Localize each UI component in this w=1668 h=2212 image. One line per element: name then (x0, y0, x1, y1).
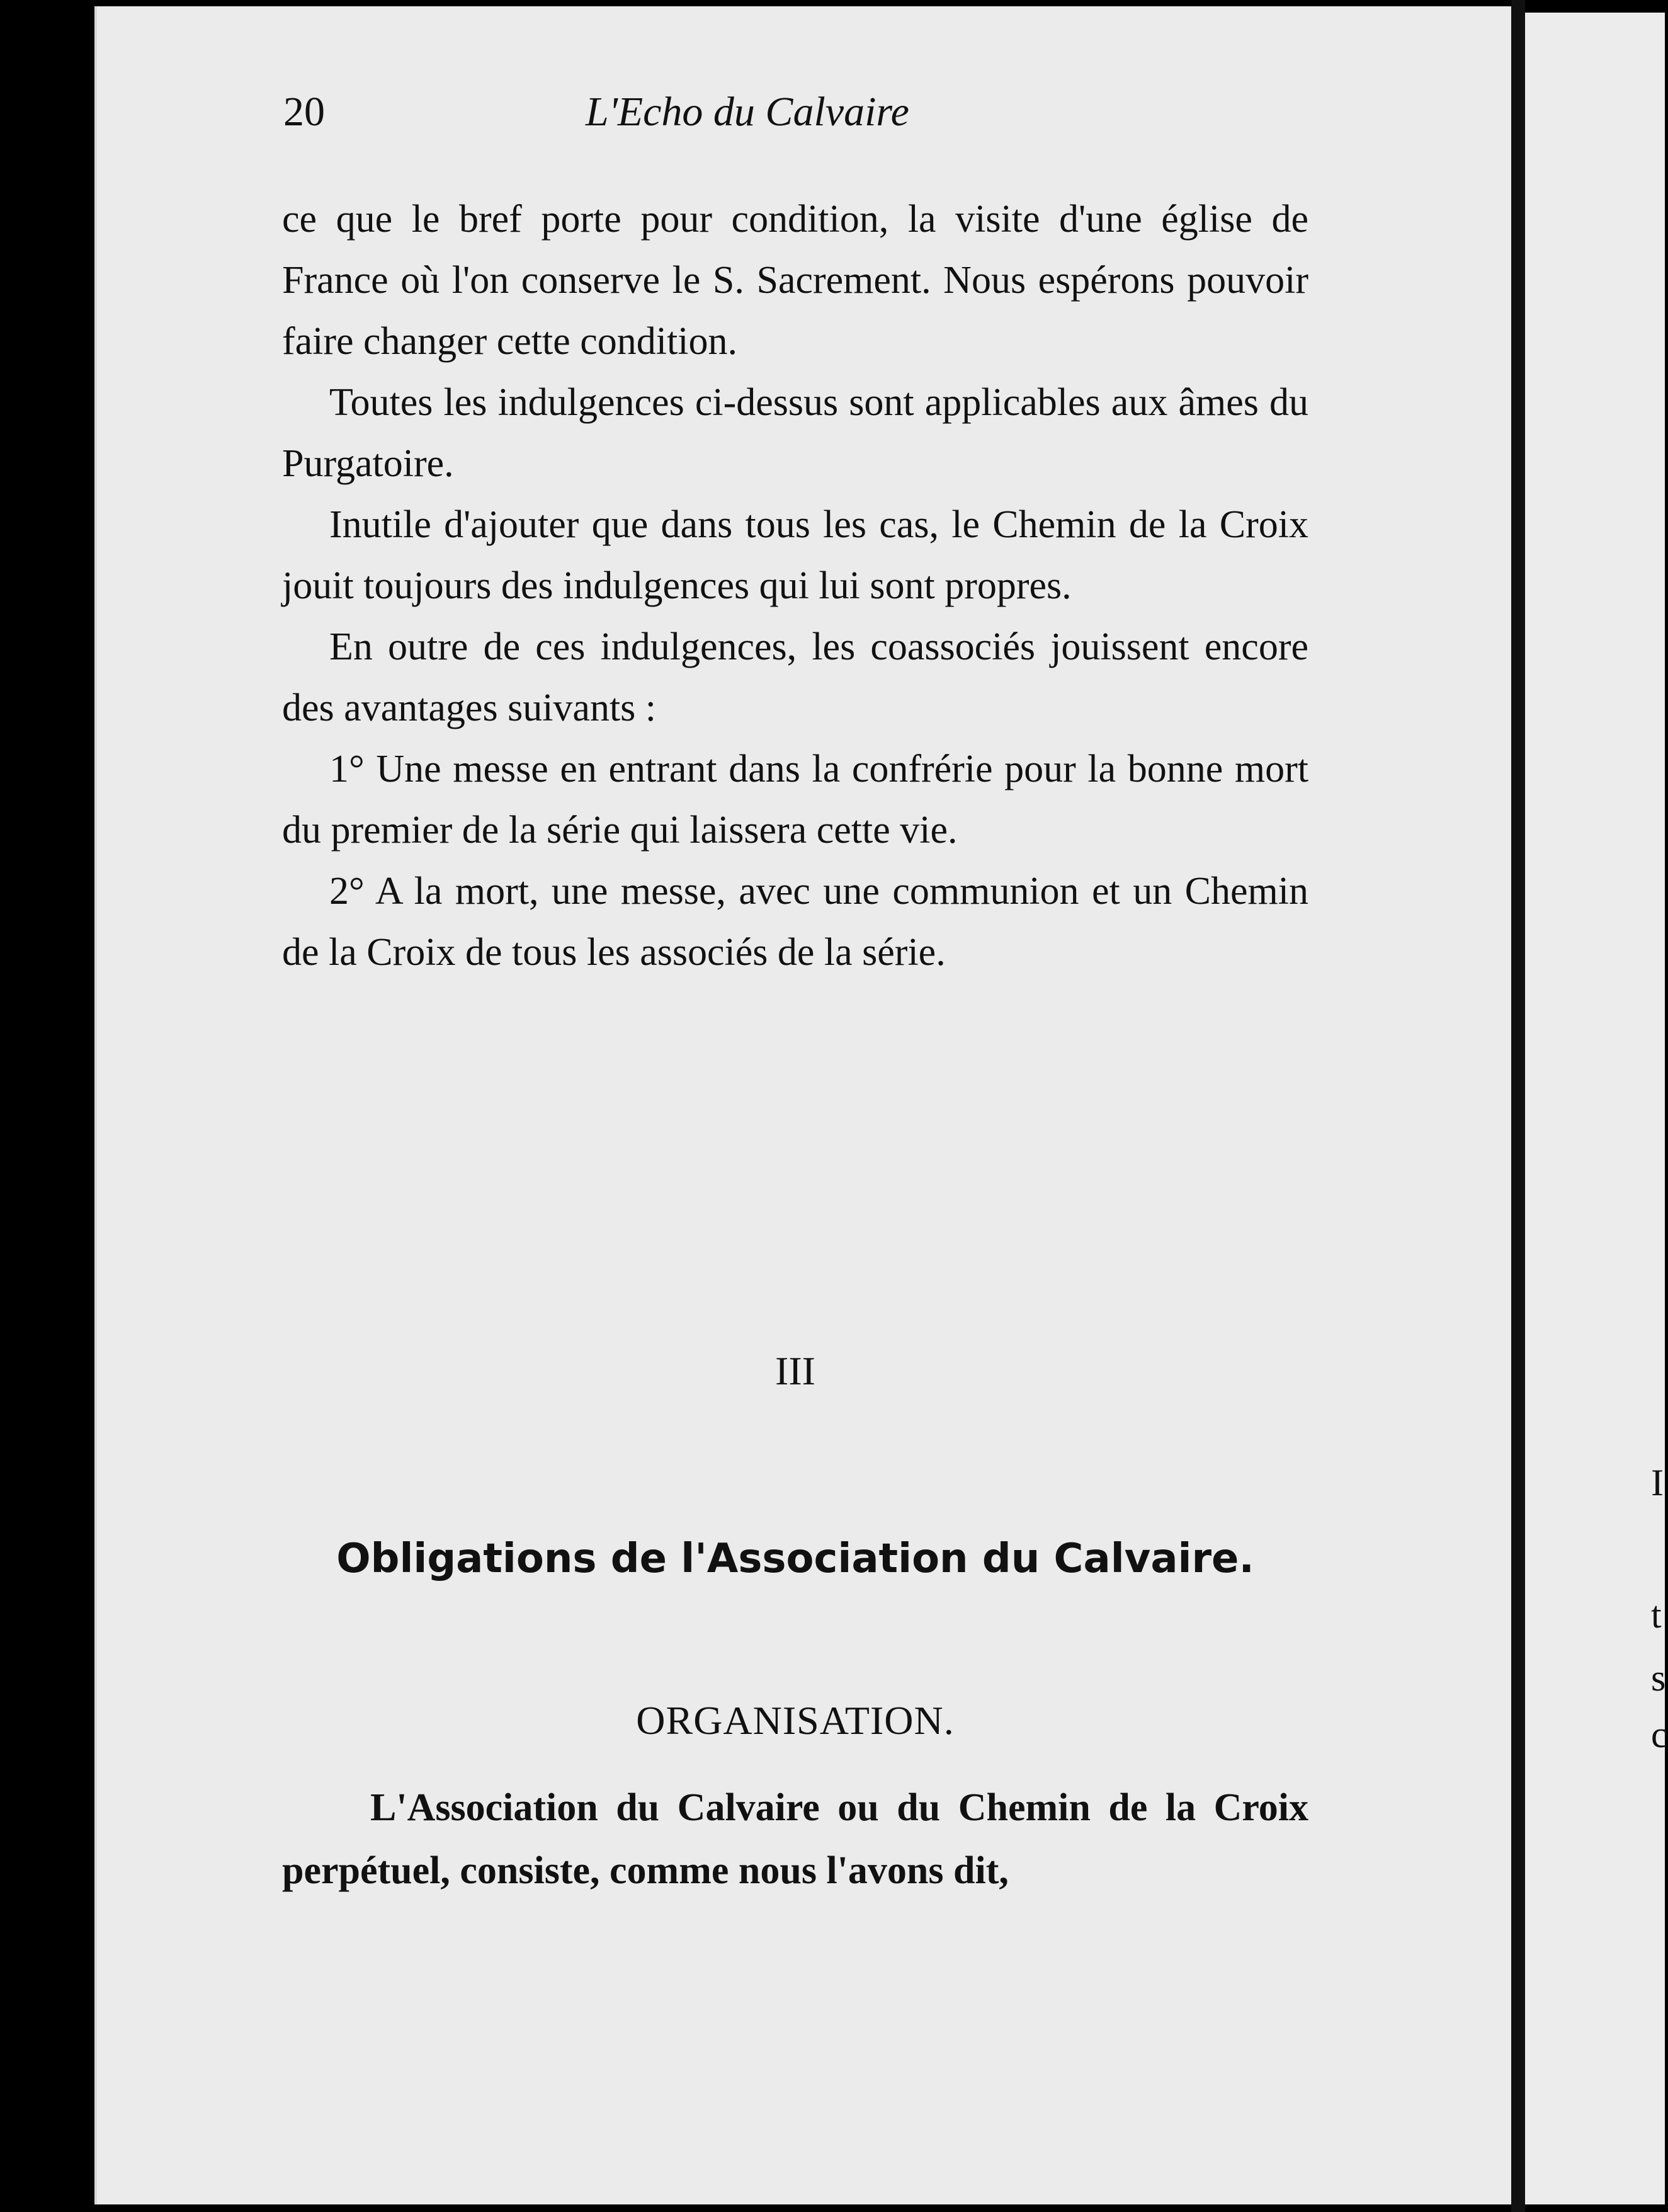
paragraph: ce que le bref porte pour condition, la visite d'une église de France où l'on conserve le S. Sacrement. Nous espérons pouvoir faire changer cette condition. (282, 198, 1308, 363)
paragraph: 2° A la mort, une messe, avec une communion et un Chemin de la Croix de tous les associés de la série. (282, 870, 1308, 974)
paragraph: L'Association du Calvaire ou du Chemin de la Croix perpétuel, consiste, comme nous l'avons dit, (282, 1786, 1308, 1892)
page-gutter (1511, 0, 1525, 2212)
paragraph: Inutile d'ajouter que dans tous les cas, le Chemin de la Croix jouit toujours des indulgences qui lui sont propres. (282, 503, 1308, 607)
adjacent-page-strip (1525, 13, 1668, 2204)
body-text (282, 189, 1308, 983)
section-subheading: ORGANISATION. (636, 1698, 955, 1743)
paragraph: 1° Une messe en entrant dans la confrérie pour la bonne mort du premier de la série qui laissera cette vie. (282, 748, 1308, 852)
running-title: L'Echo du Calvaire (586, 89, 909, 135)
adjacent-page-fragment: t (1651, 1594, 1662, 1636)
section-body-text (282, 1776, 1308, 1902)
adjacent-page-fragment: s (1651, 1657, 1666, 1699)
paragraph: En outre de ces indulgences, les coassociés jouissent encore des avantages suivants : (282, 625, 1308, 729)
page-header (283, 88, 1303, 151)
section-title: Obligations de l'Association du Calvaire. (336, 1536, 1254, 1582)
page-number: 20 (283, 89, 325, 135)
section-number: III (775, 1348, 815, 1393)
adjacent-page-fragment: c (1651, 1714, 1668, 1755)
adjacent-page-fragment: I (1651, 1462, 1664, 1503)
paragraph: Toutes les indulgences ci-dessus sont applicables aux âmes du Purgatoire. (282, 381, 1308, 485)
